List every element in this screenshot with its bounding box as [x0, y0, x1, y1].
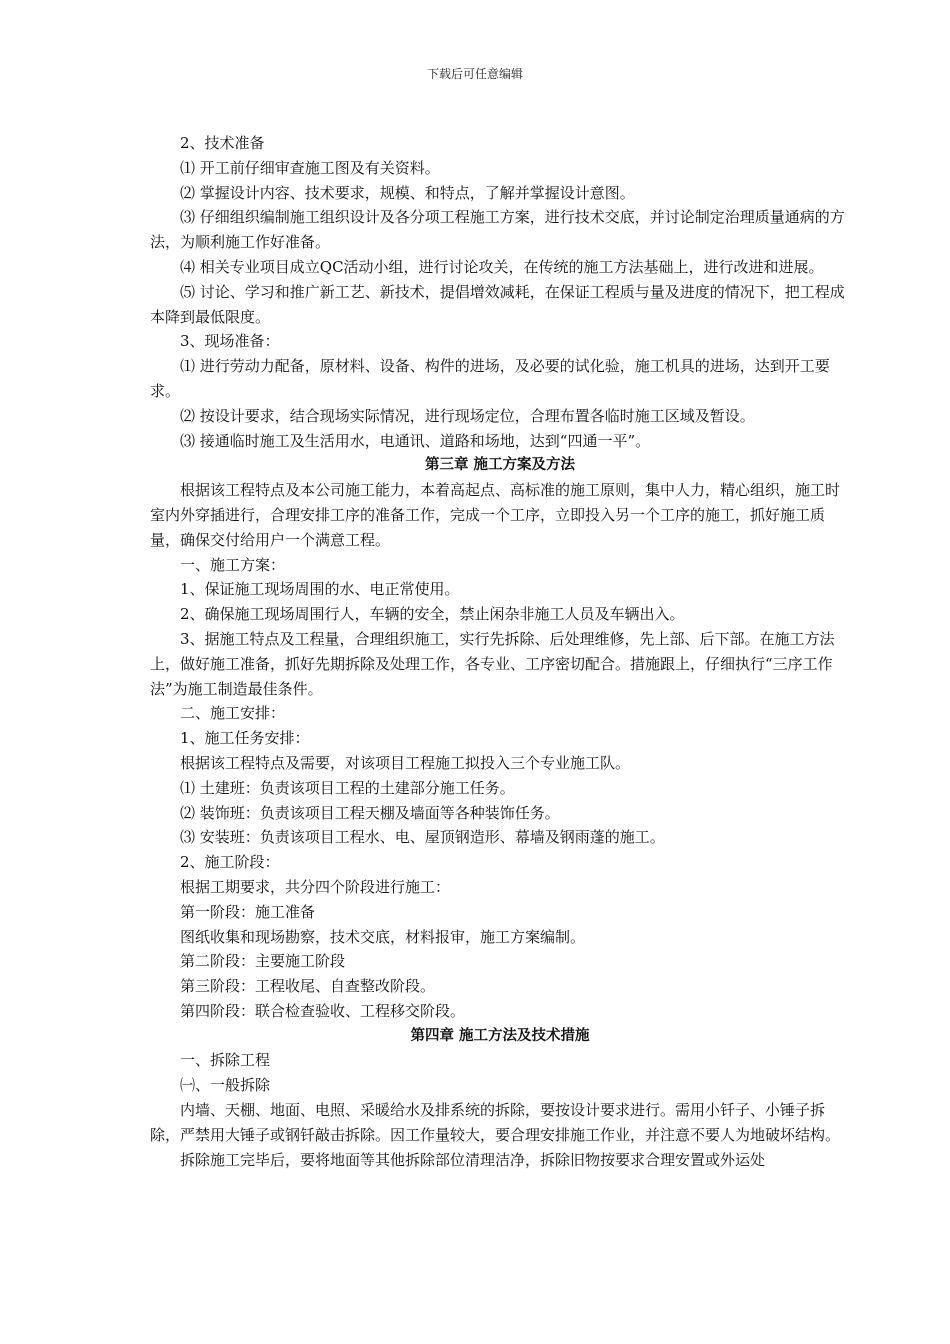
paragraph: ⑵ 掌握设计内容、技术要求，规模、和特点，了解并掌握设计意图。: [180, 183, 635, 202]
paragraph: ⑸ 讨论、学习和推广新工艺、新技术，提倡增效减耗，在保证工程质与量及进度的情况下，把工程成本降到最低限度。: [150, 282, 845, 326]
paragraph: 根据该工程特点及本公司施工能力，本着高起点、高标准的施工原则，集中人力，精心组织，施工时室内外穿插进行，合理安排工序的准备工作，完成一个工序，立即投入另一个工序的施工，抓好施工质量，确保交付给用户一个满意工程。: [150, 481, 841, 549]
paragraph: ⑵ 装饰班：负责该项目工程天棚及墙面等各种装饰任务。: [180, 803, 560, 822]
paragraph: 第二阶段：主要施工阶段: [180, 952, 346, 971]
page-header: 下载后可任意编辑: [426, 67, 523, 81]
paragraph: ⑴ 开工前仔细审查施工图及有关资料。: [180, 158, 440, 177]
paragraph: 3、现场准备：: [180, 332, 280, 351]
paragraph: ⑵ 按设计要求，结合现场实际情况，进行现场定位，合理布置各临时施工区域及暂设。: [180, 406, 755, 425]
paragraph: 1、施工任务安排：: [180, 729, 310, 748]
paragraph: ⑴ 土建班：负责该项目工程的土建部分施工任务。: [180, 778, 515, 797]
paragraph: ㈠、一般拆除: [180, 1076, 271, 1095]
paragraph: 根据该工程特点及需要，对该项目工程施工拟投入三个专业施工队。: [180, 753, 631, 772]
paragraph: 图纸收集和现场勘察，技术交底，材料报审，施工方案编制。: [180, 927, 586, 946]
paragraph: 拆除施工完毕后，要将地面等其他拆除部位清理洁净，拆除旧物按要求合理安置或外运处: [180, 1150, 766, 1169]
paragraph: 2、确保施工现场周围行人，车辆的安全，禁止闲杂非施工人员及车辆出入。: [180, 605, 685, 624]
paragraph: 1、保证施工现场周围的水、电正常使用。: [180, 580, 460, 599]
paragraph: 第三阶段：工程收尾、自查整改阶段。: [180, 977, 436, 996]
paragraph: 2、技术准备: [180, 134, 265, 152]
chapter-heading: 第三章 施工方案及方法: [424, 457, 576, 474]
paragraph: 一、拆除工程: [180, 1051, 271, 1070]
paragraph: 二、施工安排：: [180, 704, 286, 723]
paragraph: ⑶ 安装班：负责该项目工程水、电、屋顶钢造形、幕墙及钢雨蓬的施工。: [180, 828, 665, 847]
paragraph: ⑶ 接通临时施工及生活用水，电通讯、道路和场地，达到“四通一平”。: [180, 431, 651, 450]
paragraph: 一、施工方案：: [180, 555, 286, 574]
paragraph: 2、施工阶段：: [180, 853, 280, 872]
paragraph: ⑴ 进行劳动力配备，原材料、设备、构件的进场，及必要的试化验，施工机具的进场，达到开工要求。: [150, 357, 830, 400]
paragraph: 第四阶段：联合检查验收、工程移交阶段。: [180, 1001, 466, 1020]
chapter-heading: 第四章 施工方法及技术措施: [410, 1027, 590, 1044]
paragraph: 第一阶段：施工准备: [180, 902, 316, 921]
paragraph: ⑷ 相关专业项目成立QC活动小组，进行讨论攻关，在传统的施工方法基础上，进行改进和进展。: [180, 257, 824, 276]
paragraph: 内墙、天棚、地面、电照、采暖给水及排系统的拆除，要按设计要求进行。需用小钎子、小锤子拆除，严禁用大锤子或钢钎敲击拆除。因工作量较大，要合理安排施工作业，并注意不要人为地破坏结构。: [150, 1101, 841, 1144]
document-body: [150, 131, 850, 1172]
paragraph: 根据工期要求，共分四个阶段进行施工：: [180, 877, 451, 896]
paragraph: ⑶ 仔细组织编制施工组织设计及各分项工程施工方案，进行技术交底，并讨论制定治理质量通病的方法，为顺利施工作好准备。: [150, 208, 845, 252]
paragraph: 3、据施工特点及工程量，合理组织施工，实行先拆除、后处理维修，先上部、后下部。在施工方法上，做好施工准备，抓好先期拆除及处理工作，各专业、工序密切配合。措施跟上，仔细执行“三序工作法”为施工制造最佳条件。: [150, 629, 835, 698]
